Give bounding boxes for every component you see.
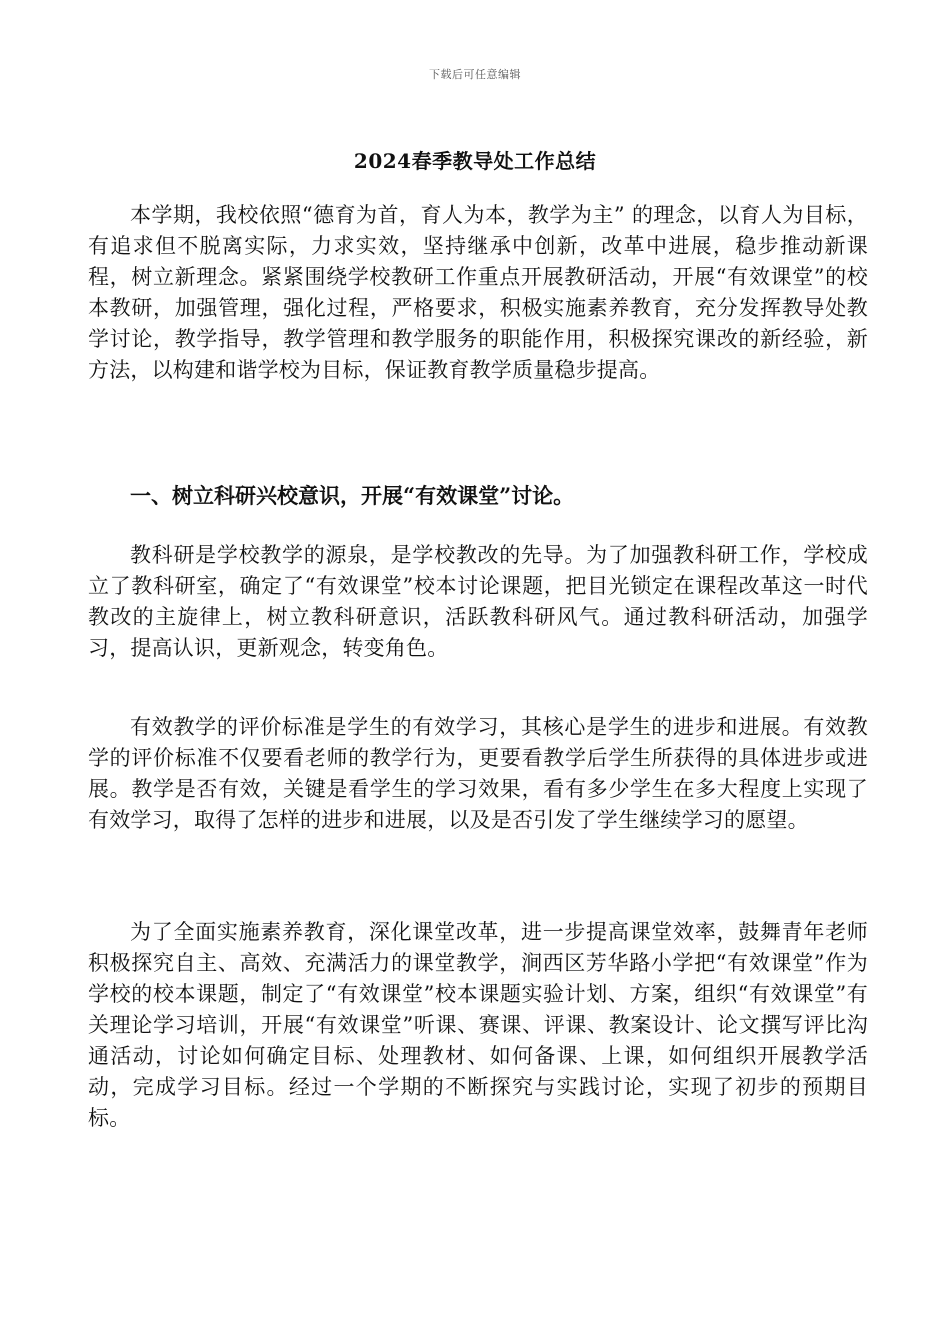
paragraph-implementation: 为了全面实施素养教育，深化课堂改革，进一步提高课堂效率，鼓舞青年老师积极探究自主、高效、充满活力的课堂教学，涧西区芳华路小学把“有效课堂”作为学校的校本课题，制定了“有效课堂”校本课题实验计划、方案，组织“有效课堂”有关理论学习培训，开展“有效课堂”听课、赛课、评课、教案设计、论文撰写评比沟通活动，讨论如何确定目标、处理教材、如何备课、上课，如何组织开展教学活动，完成学习目标。经过一个学期的不断探究与实践讨论，实现了初步的预期目标。 — [88, 920, 868, 1130]
header-note: 下载后可任意编辑 — [429, 68, 521, 81]
paragraph-intro: 本学期，我校依照“德育为首，育人为本，教学为主” 的理念，以育人为目标，有追求但不脱离实际，力求实效，坚持继承中创新，改革中进展，稳步推动新课程，树立新理念。紧紧围绕学校教研工作重点开展教研活动，开展“有效课堂”的校本教研，加强管理，强化过程，严格要求，积极实施素养教育，充分发挥教导处教学讨论，教学指导，教学管理和教学服务的职能作用，积极探究课改的新经验，新方法，以构建和谐学校为目标，保证教育教学质量稳步提高。 — [88, 203, 868, 382]
paragraph-research: 教科研是学校教学的源泉，是学校教改的先导。为了加强教科研工作，学校成立了教科研室，确定了“有效课堂”校本讨论课题，把目光锁定在课程改革这一时代教改的主旋律上，树立教科研意识，活跃教科研风气。通过教科研活动，加强学习，提高认识，更新观念，转变角色。 — [88, 543, 868, 660]
section-heading-1: 一、树立科研兴校意识，开展“有效课堂”讨论。 — [130, 483, 575, 508]
page-title: 2024春季教导处工作总结 — [353, 149, 597, 173]
paragraph-evaluation: 有效教学的评价标准是学生的有效学习，其核心是学生的进步和进展。有效教学的评价标准不仅要看老师的教学行为，更要看教学后学生所获得的具体进步或进展。教学是否有效，关键是看学生的学习效果，看有多少学生在多大程度上实现了有效学习，取得了怎样的进步和进展，以及是否引发了学生继续学习的愿望。 — [88, 715, 868, 832]
